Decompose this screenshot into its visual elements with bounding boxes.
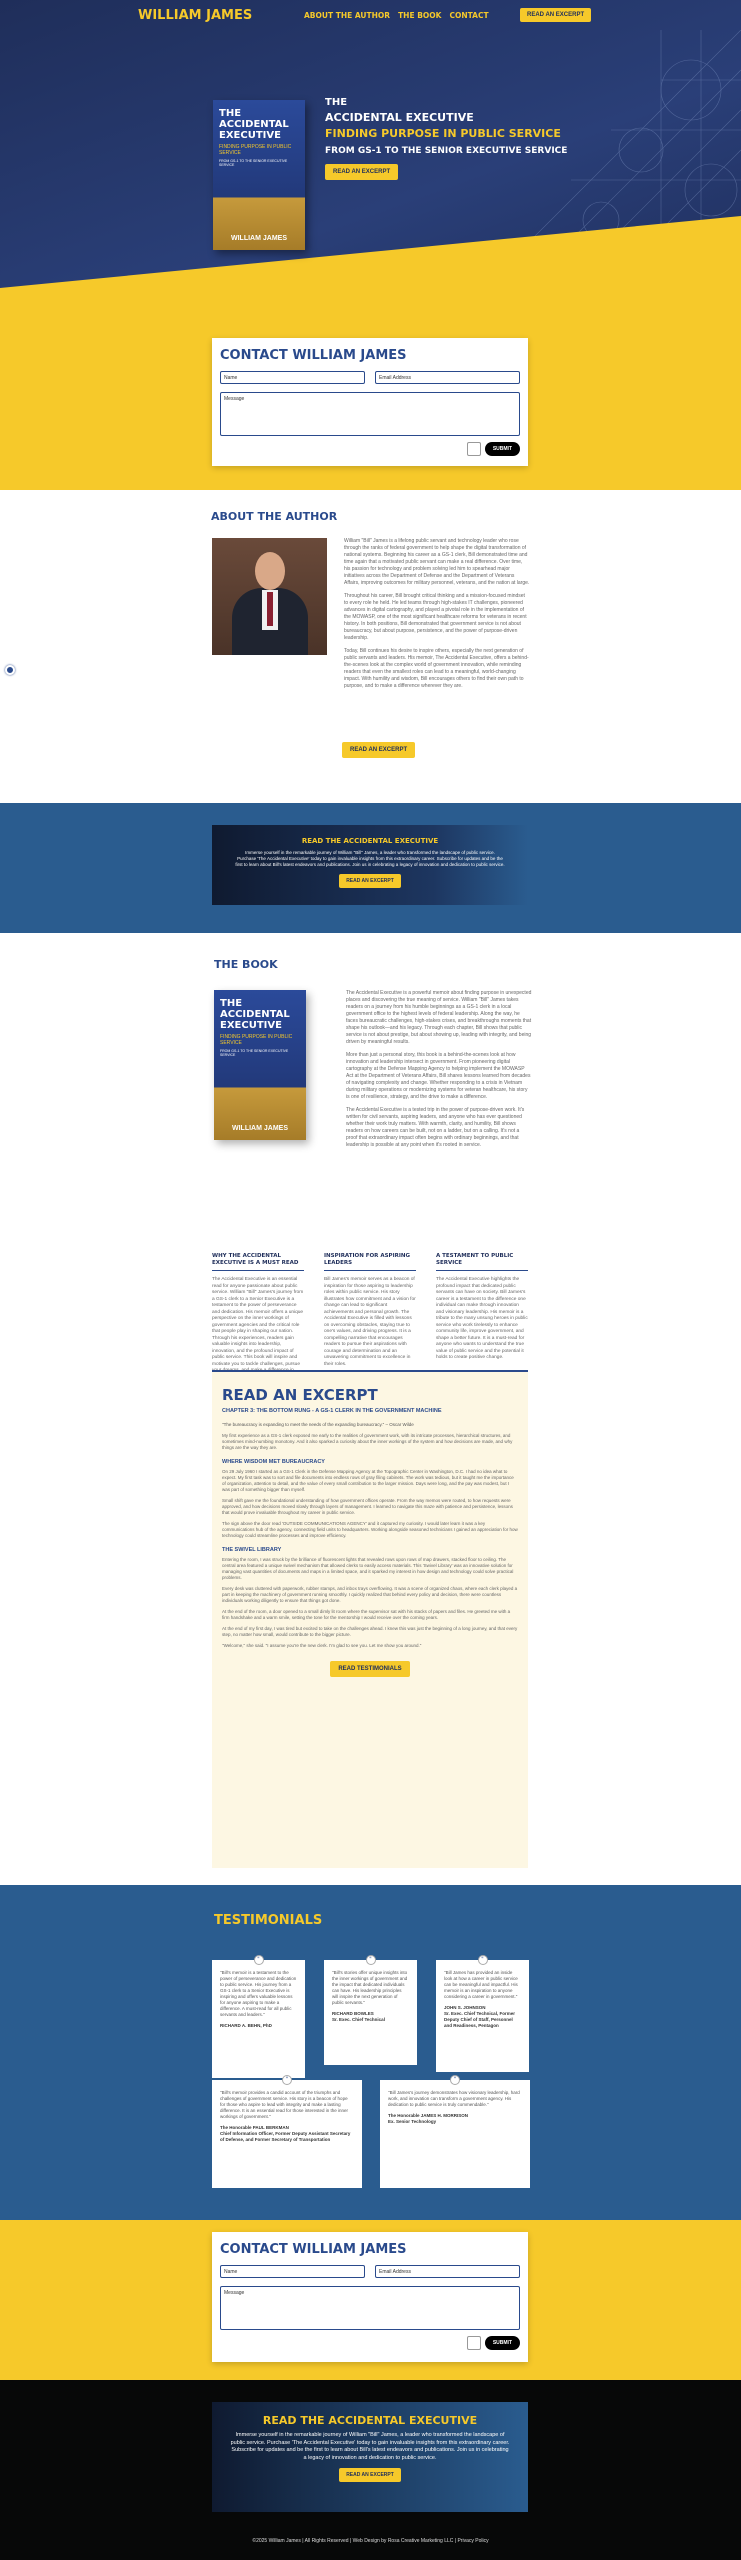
name-field[interactable]: Name [220, 371, 365, 384]
testimonial-card [436, 1957, 529, 2072]
excerpt-chapter: CHAPTER 3: THE BOTTOM RUNG - A GS-1 CLERK IN THE GOVERNMENT MACHINE [222, 1408, 442, 1414]
quote-icon: “ [254, 1955, 264, 1965]
footer-banner [212, 2402, 528, 2512]
book-section [0, 933, 741, 1253]
excerpt-paragraph: The sign above the door read 'OUTSIDE COMMUNICATIONS AGENCY' and it captured my curiosity. I would later learn it was a key communications hub of the agency, connecting field units to headquarters. Working alongside seasoned technicians I gained an appreciation for how technology could streamline processes and improve efficiency. [222, 1521, 518, 1538]
excerpt-paragraph: Entering the room, I was struck by the brilliance of fluorescent lights that revealed rows upon rows of map drawers, stacked floor to ceiling. The central area featured a unique swivel mechanism that allowed clerks to easily access materials. This 'Swivel Library' was an innovative solution for managing vast quantities of documents and maps in a limited space, and it sparked my interest in how design and technology could solve practical problems. [222, 1557, 514, 1580]
top-nav [0, 8, 741, 26]
testimonials-title: TESTIMONIALS [214, 1913, 323, 1928]
testimonial-card [212, 2077, 362, 2188]
testimonial-quote: "Bill's stories offer unique insights into the inner workings of government and the impact that dedicated individuals can have. His leadership principles will inspire the next generation of public servants." [332, 1970, 408, 2005]
message-field[interactable]: Message [220, 392, 520, 436]
testimonials-button[interactable]: READ TESTIMONIALS [330, 1661, 409, 1677]
hero-section [0, 0, 741, 360]
about-excerpt-button[interactable]: READ AN EXCERPT [342, 742, 415, 758]
hero-tagline: FROM GS-1 TO THE SENIOR EXECUTIVE SERVICE [325, 146, 568, 156]
message-field[interactable]: Message [220, 2286, 520, 2330]
contact-title: CONTACT WILLIAM JAMES [220, 348, 407, 363]
about-paragraph: Today, Bill continues his desire to inspire others, especially the next generation of public servants and leaders. His memoir, The Accidental Executive, offers a behind-the-scenes look at the complex world of government innovation, while reminding readers that even the smallest roles can lead to a meaningful, world-changing impact. With humility and wisdom, Bill encourages others to find their own path to purpose, and to make a difference wherever they are. [344, 648, 529, 689]
book-paragraph: More than just a personal story, this book is a behind-the-scenes look at how innovation and leadership intersect in government. From pioneering digital cartography at the Defense Mapping Agency to helping implement the MOWASP Act at the Department of Veterans Affairs, Bill shares lessons learned from decades of navigating complexity and change. Whether responding to a crisis in Vietnam during military operations or modernizing systems for veteran healthcare, his story is one of resilience, strategy, and the drive to make a difference. [346, 1052, 531, 1100]
footer-banner-text: Immerse yourself in the remarkable journey of William "Bill" James, a leader who transformed the landscape of public service. Purchase 'The Accidental Executive' today to gain invaluable insights from this extraordinary career. Subscribe for updates and be the first to learn about Bill's latest endeavors and publications. Join us in celebrating a legacy of innovation and dedication to public service. [230, 2432, 510, 2461]
excerpt-paragraph: "Welcome," she said. "I assume you're the new clerk. I'm glad to see you. Let me show you around." [222, 1643, 422, 1648]
testimonials-section [0, 1885, 741, 2220]
captcha-checkbox[interactable] [467, 2336, 481, 2350]
excerpt-paragraph: On 29 July 1960 I started as a GS-1 Clerk in the Defense Mapping Agency at the Topographic Center in Washington, D.C. I had no idea what to expect. My first task was to sort and file documents into endless rows of gray filing cabinets. The work was tedious, but it taught me the importance of organization, attention to detail, and the value of every small contribution to the larger mission. Days were long, and the pay was modest, but I was part of something bigger than myself. [222, 1469, 514, 1492]
email-field[interactable]: Email Address [375, 371, 520, 384]
about-paragraph: William "Bill" James is a lifelong public servant and technology leader who rose through the ranks of federal government to help shape the digital transformation of national systems. Beginning his career as a GS-1 clerk, Bill demonstrated time and time again that a motivated public servant can make a real difference. Over time, his passion for technology and problem solving led him to spearhead major initiatives across the Department of Defense and the Department of Veterans Affairs, improving outcomes for military personnel, veterans, and the nation at large. [344, 538, 530, 586]
nav-link-about[interactable]: ABOUT THE AUTHOR [304, 11, 391, 20]
cta-banner [212, 825, 528, 905]
about-section [0, 490, 741, 803]
contact-form [212, 338, 528, 466]
submit-button[interactable]: SUBMIT [485, 2336, 520, 2350]
footer-excerpt-button[interactable]: READ AN EXCERPT [339, 2468, 401, 2482]
book-cover-author: WILLIAM JAMES [232, 1125, 288, 1132]
book-title: THE BOOK [214, 958, 278, 971]
book-description [346, 990, 532, 1155]
nav-excerpt-button[interactable]: READ AN EXCERPT [520, 8, 591, 22]
feature-title: WHY THE ACCIDENTAL EXECUTIVE IS A MUST READ [212, 1253, 304, 1271]
excerpt-paragraph: At the end of my first day, I was tired but excited to take on the challenges ahead. I knew this was just the beginning of a long journey, and that every step, no matter how small, would contribute to the bigger picture. [222, 1626, 518, 1637]
excerpt-paragraph: At the end of the room, a door opened to a small dimly lit room where the supervisor sat with his stacks of papers and files. He greeted me with a firm handshake and a warm smile, setting the tone for the mentorship I would receive over the coming years. [222, 1609, 511, 1620]
footer-banner-title: READ THE ACCIDENTAL EXECUTIVE [262, 2414, 478, 2427]
footer [0, 2380, 741, 2560]
testimonial-author: RICHARD A. BEHN, PhD [220, 2023, 272, 2028]
nav-link-book[interactable]: THE BOOK [398, 11, 442, 20]
testimonial-author: The Honorable PAUL BERKMAN Chief Information Officer, Former Deputy Assistant Secretary of Defense, and Former Secretary of Transportation [220, 2125, 351, 2142]
feature-column [212, 1253, 304, 1387]
cta-banner-title: READ THE ACCIDENTAL EXECUTIVE [301, 837, 439, 845]
book-cover-tag: FROM GS-1 TO THE SENIOR EXECUTIVE SERVICE [219, 159, 288, 167]
book-cover-large [214, 990, 306, 1140]
nav-link-contact[interactable]: CONTACT [449, 11, 489, 20]
excerpt-paragraph: Every desk was cluttered with paperwork, rubber stamps, and inbox trays overflowing. It was a scene of organized chaos, where each clerk played a part in keeping the machinery of government running smoothly. I quickly realized that behind every policy and decision, there were countless individuals working diligently to ensure that things got done. [222, 1586, 518, 1603]
book-paragraph: The Accidental Executive is a powerful memoir about finding purpose in unexpected places and discovering the true meaning of service. William "Bill" James takes readers on a journey from his humble beginnings as a GS-1 clerk in a local government office to the highest levels of federal leadership. Along the way, he faces bureaucratic challenges, high-stakes crises, and breakthroughs moments that shape his outlook—and his legacy. Through each chapter, Bill shows that public service is not about prestige, but about showing up, leading with integrity, and being driven by meaningful results. [346, 990, 532, 1045]
hero-subtitle: FINDING PURPOSE IN PUBLIC SERVICE [325, 127, 561, 140]
name-field[interactable]: Name [220, 2265, 365, 2278]
book-paragraph: The Accidental Executive is a tested trip in the power of purpose-driven work. It's written for civil servants, aspiring leaders, and anyone who has ever questioned whether their work truly matters. With warmth, clarity, and humility, Bill shows readers on how careers can be built, not on a ladder, but on a calling. It's not a proof that extraordinary impact often begins with ordinary beginnings, and that leadership is possible at any point when it's rooted in service. [346, 1107, 525, 1148]
quote-icon: “ [366, 1955, 376, 1965]
copyright: ©2025 William James | All Rights Reserved | Web Design by Rosa Creative Marketing LLC | Privacy Policy [252, 2538, 489, 2544]
hero-text [325, 97, 567, 180]
testimonial-author: JOHN S. JOHNSON Sr. Exec. Chief Technical, Former Deputy Chief of Staff, Personnel and Readiness, Pentagon [444, 2005, 515, 2028]
about-title: ABOUT THE AUTHOR [211, 510, 338, 523]
email-field[interactable]: Email Address [375, 2265, 520, 2278]
testimonial-quote: "Bill James has provided an inside look at how a career in public service can be meaningful and impactful. His memoir is an inspiration to anyone considering a career in government." [444, 1970, 518, 1999]
feature-text: The Accidental Executive is an essential read for anyone passionate about public service. William "Bill" James's journey from a GS-1 clerk to a Senior Executive is a testament to the power of perseverance and dedication. His memoir offers a unique perspective on the inner workings of government agencies and the critical role that people play in shaping our nation. Through his experiences, readers gain valuable insights into leadership, innovation, and the profound impact of public service. This book will inspire and motivate you to tackle challenges, pursue [212, 1277, 304, 1367]
cta-band [0, 803, 741, 933]
feature-column [324, 1253, 416, 1374]
book-cover-title: THE ACCIDENTAL EXECUTIVE [219, 108, 289, 141]
excerpt-section [212, 1370, 528, 1868]
contact-section [0, 348, 741, 490]
submit-button[interactable]: SUBMIT [485, 442, 520, 456]
book-cover-author: WILLIAM JAMES [231, 235, 287, 242]
book-cover-subtitle: FINDING PURPOSE IN PUBLIC SERVICE [219, 144, 292, 156]
feature-columns [0, 1253, 741, 1373]
quote-icon: “ [282, 2075, 292, 2085]
author-portrait [212, 538, 327, 655]
testimonial-card [380, 2077, 530, 2188]
about-text [344, 538, 530, 696]
excerpt-paragraph: My first experience as a GS-1 clerk exposed me early to the realities of government work, with its intricate processes, hierarchical structures, and sometimes mind-numbing monotony. And it also sparked a curiosity about the inner workings of the system and how decisions are made, and why things are the way they are. [222, 1433, 513, 1450]
testimonial-quote: "Bill's memoir provides a candid account of the triumphs and challenges of government service. His story is a beacon of hope for those who aspire to lead with integrity and make a lasting difference. It is an essential read for those interested in the inner workings of government." [220, 2090, 348, 2119]
contact-title: CONTACT WILLIAM JAMES [220, 2242, 407, 2257]
feature-text: Bill James's memoir serves as a beacon of inspiration for those aspiring to leadership roles within public service. His story illustrates how commitment and a vision for change can lead to significant achievements and personal growth. The Accidental Executive is filled with lessons on overcoming obstacles, staying true to one's values, and driving progress. It is a compelling narrative that encourages readers to pursue their aspirations with courage and determination and an unwavering commitment to excellence in their roles. [324, 1277, 416, 1367]
feature-title: A TESTAMENT TO PUBLIC SERVICE [436, 1253, 528, 1271]
feature-text: The Accidental Executive highlights the profound impact that dedicated public servants can have on society. Bill James's career is a testament to the difference one individual can make through innovation and visionary leadership. His memoir is a tribute to the many unsung heroes in public service who work tirelessly to enhance community life, improve government, and shape a better future. It is a must-read for anyone who wants to understand the true value of public service and the potential it holds to create positive change. [436, 1277, 528, 1360]
testimonial-quote: "Bill James's journey demonstrates how visionary leadership, hard work, and innovation can transform a government agency. His dedication to public service is truly commendable." [388, 2090, 520, 2107]
testimonial-quote: "Bill's memoir is a testament to the power of perseverance and dedication to public service. His journey from a GS-1 clerk to a Senior Executive is inspiring and offers valuable lessons for anyone aspiring to make a difference. A must-read for all public servants and leaders." [220, 1970, 297, 2017]
about-paragraph: Throughout his career, Bill brought critical thinking and a mission-focused mindset to every role he held. He led teams through high-stakes IT challenges, pioneered advances in digital cartography, and played a pivotal role in the implementation of the MOWASP, one of the most significant healthcare reforms for veterans in recent history. In both positions, Bill demonstrated that government service is not about bureaucracy, but about purpose, persistence, and the power of purpose-driven leadership. [344, 593, 527, 641]
testimonial-card [324, 1957, 417, 2065]
quote-icon: “ [450, 2075, 460, 2085]
site-logo[interactable]: WILLIAM JAMES [138, 8, 253, 23]
testimonial-author: RICHARD BOWLES Sr. Exec. Chief Technical [332, 2011, 385, 2022]
book-cover-title: THE ACCIDENTAL EXECUTIVE [220, 998, 290, 1031]
excerpt-title: READ AN EXCERPT [222, 1386, 378, 1404]
contact-form-bottom [212, 2232, 528, 2362]
book-cover-subtitle: FINDING PURPOSE IN PUBLIC SERVICE [220, 1034, 293, 1046]
hero-excerpt-button[interactable]: READ AN EXCERPT [325, 164, 398, 180]
cta-banner-text: Immerse yourself in the remarkable journey of William "Bill" James, a leader who transformed the landscape of public service. Purchase 'The Accidental Executive' today to gain invaluable insights from this extraordinary career. Subscribe for updates and be the first to learn about Bill's latest endeavors and publications. Join us in celebrating a legacy of innovation and dedication to public service. [235, 850, 505, 867]
excerpt-heading: THE SWIVEL LIBRARY [222, 1547, 282, 1553]
excerpt-heading: WHERE WISDOM MET BUREAUCRACY [222, 1459, 325, 1465]
testimonial-card [212, 1957, 305, 2078]
feature-title: INSPIRATION FOR ASPIRING LEADERS [324, 1253, 416, 1271]
feature-column [436, 1253, 528, 1368]
excerpt-paragraph: Small shift gave me the foundational understanding of how government offices operate. From the way memos were routed, to how requests were approved, and how decisions moved slowly through layers of management. I learned to navigate this maze with patience and persistence, lessons that would prove invaluable throughout my career in public service. [222, 1498, 513, 1515]
cta-banner-button[interactable]: READ AN EXCERPT [339, 874, 401, 888]
book-cover-tag: FROM GS-1 TO THE SENIOR EXECUTIVE SERVICE [220, 1049, 289, 1057]
testimonial-author: The Honorable JAMES H. MORRISON Ex. Senior Technology [388, 2113, 469, 2124]
hero-line-1: THE [325, 97, 348, 108]
captcha-checkbox[interactable] [467, 442, 481, 456]
nav-links [304, 11, 489, 20]
quote-icon: “ [478, 1955, 488, 1965]
hero-title: ACCIDENTAL EXECUTIVE [325, 111, 474, 124]
contact-section-bottom [0, 2220, 741, 2380]
excerpt-quote: "The bureaucracy is expanding to meet the needs of the expanding bureaucracy." – Oscar Wilde [222, 1422, 414, 1427]
book-cover [213, 100, 305, 250]
